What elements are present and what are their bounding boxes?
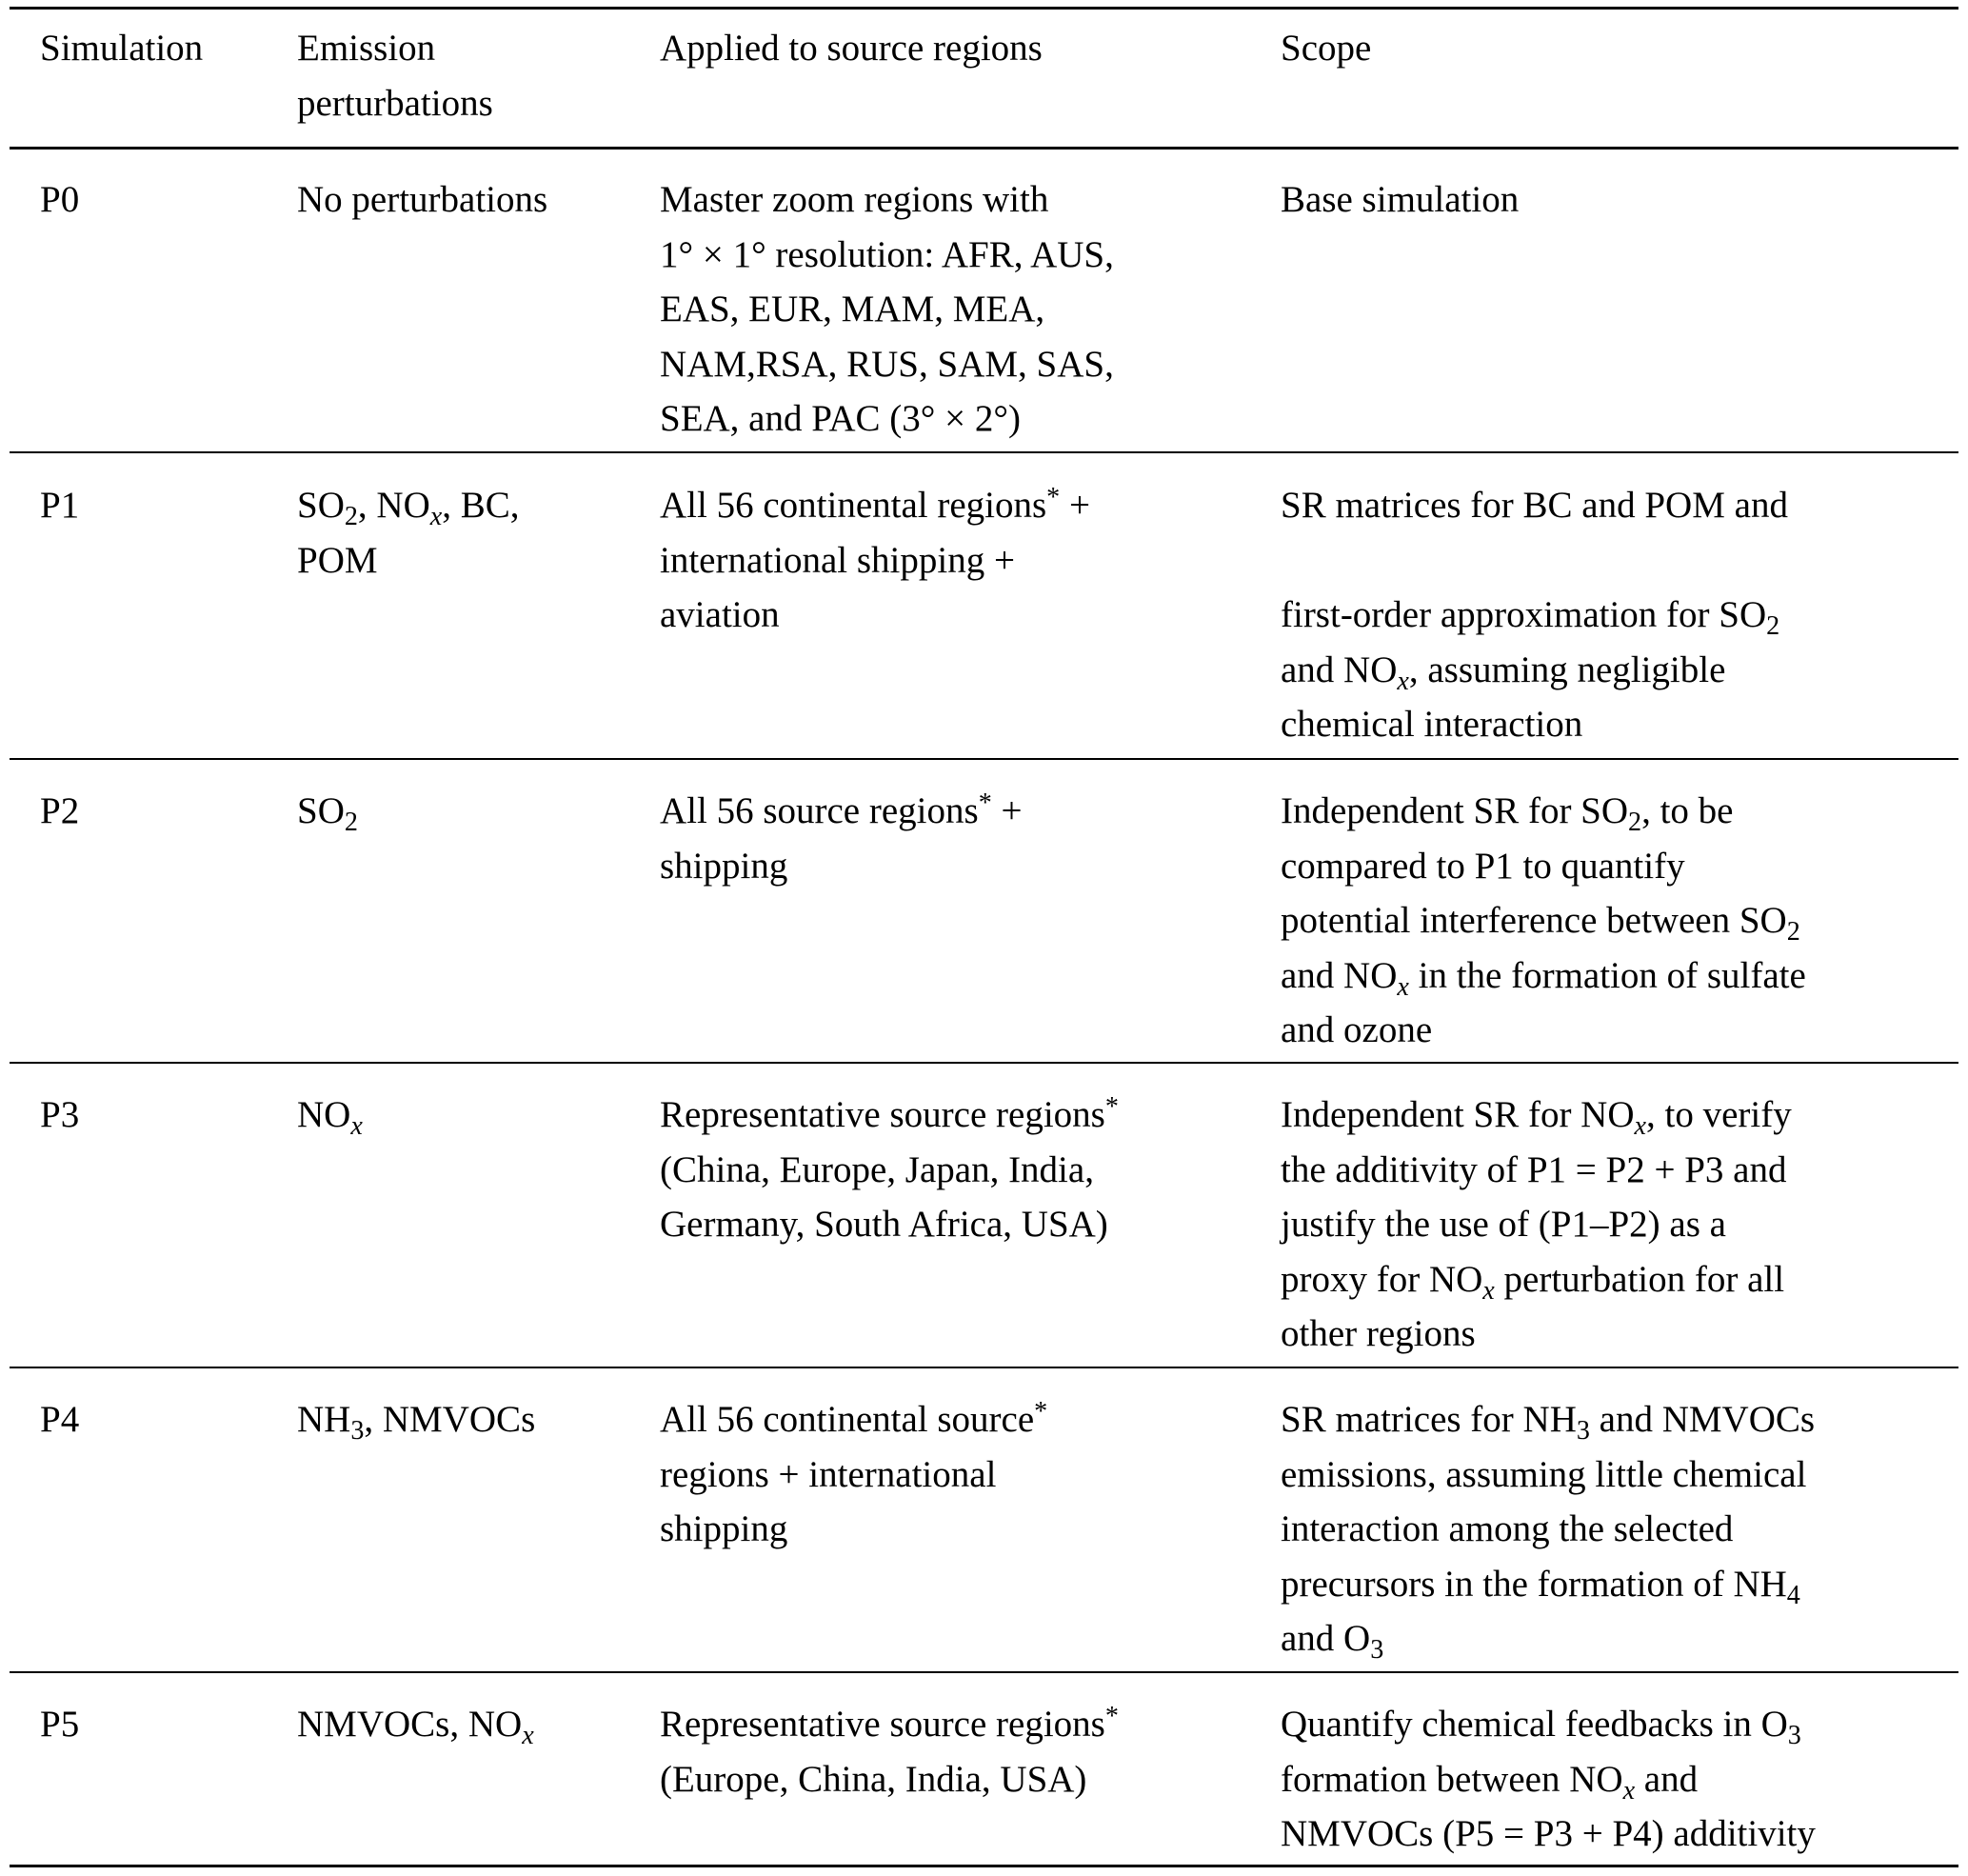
cell-applied-line [660,1752,1119,1807]
cell-simulation [40,172,79,228]
text-run: All 56 continental source [660,1399,1035,1440]
cell-simulation-line: P1 [40,485,80,526]
cell-scope [1281,478,1788,752]
text-run: , NO [357,485,430,526]
text-run: other regions [1281,1313,1476,1354]
text-run: perturbation for all [1494,1258,1785,1300]
subscript: 2 [344,807,358,837]
cell-simulation [40,784,79,839]
text-run: aviation [660,594,780,635]
text-run: Quantify chemical feedbacks in O [1281,1704,1788,1745]
cell-scope-line [1281,948,1806,1004]
cell-scope-line [1281,784,1806,839]
row-divider [10,1367,1958,1368]
cell-emission [297,1088,363,1143]
cell-applied-line [660,1392,1047,1447]
subscript: 3 [1787,1720,1801,1750]
text-run: SR matrices for BC and POM and [1281,485,1788,526]
text-run: Representative source regions [660,1094,1105,1135]
cell-emission-line [297,478,520,533]
row-divider [10,451,1958,453]
text-run: in the formation of sulfate [1408,954,1806,996]
cell-scope-line [1281,478,1788,533]
footnote-marker: * [1104,1092,1119,1123]
cell-emission-line [297,1392,535,1447]
cell-simulation-line: P5 [40,1704,80,1745]
text-run: shipping [660,845,788,887]
cell-applied-line: Master zoom regions with [660,179,1049,220]
row-divider [10,1671,1958,1673]
text-run: potential interference between SO [1281,900,1787,941]
cell-simulation-line: P3 [40,1094,80,1135]
text-run: and [1635,1758,1699,1800]
text-run: Independent SR for SO [1281,790,1629,831]
text-run: and NO [1281,954,1398,996]
subscript: 2 [1628,807,1642,837]
text-run: first-order approximation for SO [1281,594,1767,635]
cell-applied [660,478,1090,643]
subscript-italic: x [1397,666,1409,696]
cell-simulation-line: P4 [40,1399,80,1440]
subscript: 2 [1766,610,1780,641]
text-run: POM [297,539,378,581]
cell-scope-line [1281,1557,1815,1612]
subscript: 4 [1786,1580,1800,1610]
cell-emission-line [297,1088,363,1143]
row-divider [10,1062,1958,1064]
text-run: NMVOCs (P5 = P3 + P4) additivity [1281,1813,1816,1854]
cell-applied [660,1088,1119,1252]
header-emission [297,21,493,130]
cell-simulation-line: P2 [40,790,80,831]
text-run: international shipping + [660,539,1015,581]
cell-emission-line [297,1697,534,1752]
cell-emission [297,172,547,228]
cell-applied-line [660,588,1090,643]
subscript: 2 [344,501,358,531]
footnote-marker: * [1104,1702,1119,1732]
table-top-rule [10,7,1958,10]
text-run: proxy for NO [1281,1258,1483,1300]
footnote-marker: * [1034,1397,1048,1427]
header-applied: Applied to source regions [660,28,1043,69]
cell-applied-line [660,1697,1119,1752]
cell-scope-line [1281,1697,1816,1752]
cell-scope-line: Base simulation [1281,179,1520,220]
cell-applied-line [660,1447,1047,1503]
cell-scope-line [1281,1502,1815,1557]
text-run: precursors in the formation of NH [1281,1563,1787,1605]
cell-emission [297,784,358,839]
text-run: compared to P1 to quantify [1281,845,1685,887]
text-run: and ozone [1281,1009,1433,1050]
text-run: (China, Europe, Japan, India, [660,1148,1094,1190]
cell-applied-line: 1° × 1° resolution: AFR, AUS, [660,233,1114,275]
cell-scope [1281,172,1519,228]
cell-applied-line [660,1143,1119,1198]
header-scope: Scope [1281,28,1372,69]
subscript-italic: x [1397,971,1409,1002]
cell-emission-line: No perturbations [297,179,548,220]
cell-applied-line: NAM,RSA, RUS, SAM, SAS, [660,343,1114,385]
cell-simulation [40,478,79,533]
cell-scope-line [1281,1197,1792,1252]
text-run: Independent SR for NO [1281,1094,1635,1135]
text-run: interaction among the selected [1281,1508,1734,1549]
cell-simulation [40,1392,79,1447]
cell-emission-line [297,784,358,839]
text-run: (Europe, China, India, USA) [660,1758,1087,1800]
text-run: and NMVOCs [1589,1399,1816,1440]
cell-scope [1281,1697,1816,1862]
subscript-italic: x [429,501,443,531]
cell-scope-line [1281,1143,1792,1198]
text-run: NMVOCs, NO [297,1704,523,1745]
cell-scope [1281,1392,1815,1666]
text-run: shipping [660,1508,788,1549]
subscript-italic: x [1634,1110,1646,1141]
cell-applied-line [660,1502,1047,1557]
row-divider [10,758,1958,760]
subscript: 3 [1370,1634,1384,1665]
cell-emission [297,1392,535,1447]
footnote-marker: * [978,788,992,819]
cell-scope-line [1281,697,1788,752]
cell-simulation [40,1697,79,1752]
header-simulation: Simulation [40,28,204,69]
text-run: , to verify [1645,1094,1792,1135]
text-run: All 56 source regions [660,790,979,831]
cell-applied [660,784,1022,893]
table-bottom-rule [10,1865,1958,1867]
cell-scope-line [1281,1806,1816,1862]
cell-applied [660,1697,1119,1806]
text-run: All 56 continental regions [660,485,1047,526]
subscript-italic: x [1482,1275,1495,1306]
text-run: justify the use of (P1–P2) as a [1281,1204,1726,1245]
text-run: , assuming negligible [1408,649,1726,690]
text-run: NO [297,1094,351,1135]
text-run: the additivity of P1 = P2 + P3 and [1281,1148,1787,1190]
cell-scope-line [1281,1447,1815,1503]
cell-emission [297,478,520,588]
text-run: chemical interaction [1281,704,1583,745]
subscript: 3 [350,1415,365,1446]
cell-scope-line [1281,1752,1816,1807]
cell-emission [297,1697,534,1752]
cell-emission-line [297,533,520,589]
text-run: + [991,790,1023,831]
table-header-rule [10,147,1958,150]
subscript-italic: x [522,1720,534,1750]
text-run: Representative source regions [660,1704,1105,1745]
cell-scope-line [1281,1307,1792,1362]
cell-applied-line [660,533,1090,589]
text-run: and NO [1281,649,1398,690]
text-run: , NMVOCs [364,1399,536,1440]
cell-scope-line [1281,1088,1792,1143]
text-run: regions + international [660,1453,997,1495]
cell-applied-line [660,784,1022,839]
cell-scope-line [1281,643,1788,698]
cell-applied-line: SEA, and PAC (3° × 2°) [660,398,1021,439]
subscript: 2 [1786,916,1800,947]
footnote-marker: * [1046,483,1061,513]
cell-scope-line [1281,1252,1792,1307]
cell-applied-line [660,478,1090,533]
cell-scope-line [1281,839,1806,894]
text-run: NH [297,1399,351,1440]
header-emission-line1: Emission [297,28,436,69]
cell-applied-line [660,1197,1119,1252]
cell-scope [1281,784,1806,1058]
subscript-italic: x [1622,1775,1636,1806]
header-emission-line2: perturbations [297,82,493,124]
cell-applied-line [660,839,1022,894]
cell-scope [1281,1088,1792,1362]
cell-applied [660,1392,1047,1557]
subscript-italic: x [350,1110,363,1141]
text-run: emissions, assuming little chemical [1281,1453,1807,1495]
text-run: and O [1281,1618,1371,1659]
cell-scope-line [1281,893,1806,948]
cell-scope-line [1281,533,1788,589]
cell-applied-line: EAS, EUR, MAM, MEA, [660,289,1045,329]
cell-scope-line [1281,1003,1806,1058]
text-run: SO [297,790,345,831]
text-run: SR matrices for NH [1281,1399,1577,1440]
cell-scope-line [1281,1392,1815,1447]
text-run: , BC, [442,485,520,526]
text-run: , to be [1641,790,1734,831]
cell-scope-line [1281,588,1788,643]
cell-simulation [40,1088,79,1143]
cell-scope-line [1281,1611,1815,1666]
text-run: Germany, South Africa, USA) [660,1204,1108,1245]
cell-applied [660,172,1114,447]
subscript: 3 [1576,1415,1590,1446]
text-run: formation between NO [1281,1758,1623,1800]
cell-applied-line [660,1088,1119,1143]
text-run: + [1060,485,1090,526]
text-run: SO [297,485,345,526]
cell-simulation-line: P0 [40,179,80,220]
